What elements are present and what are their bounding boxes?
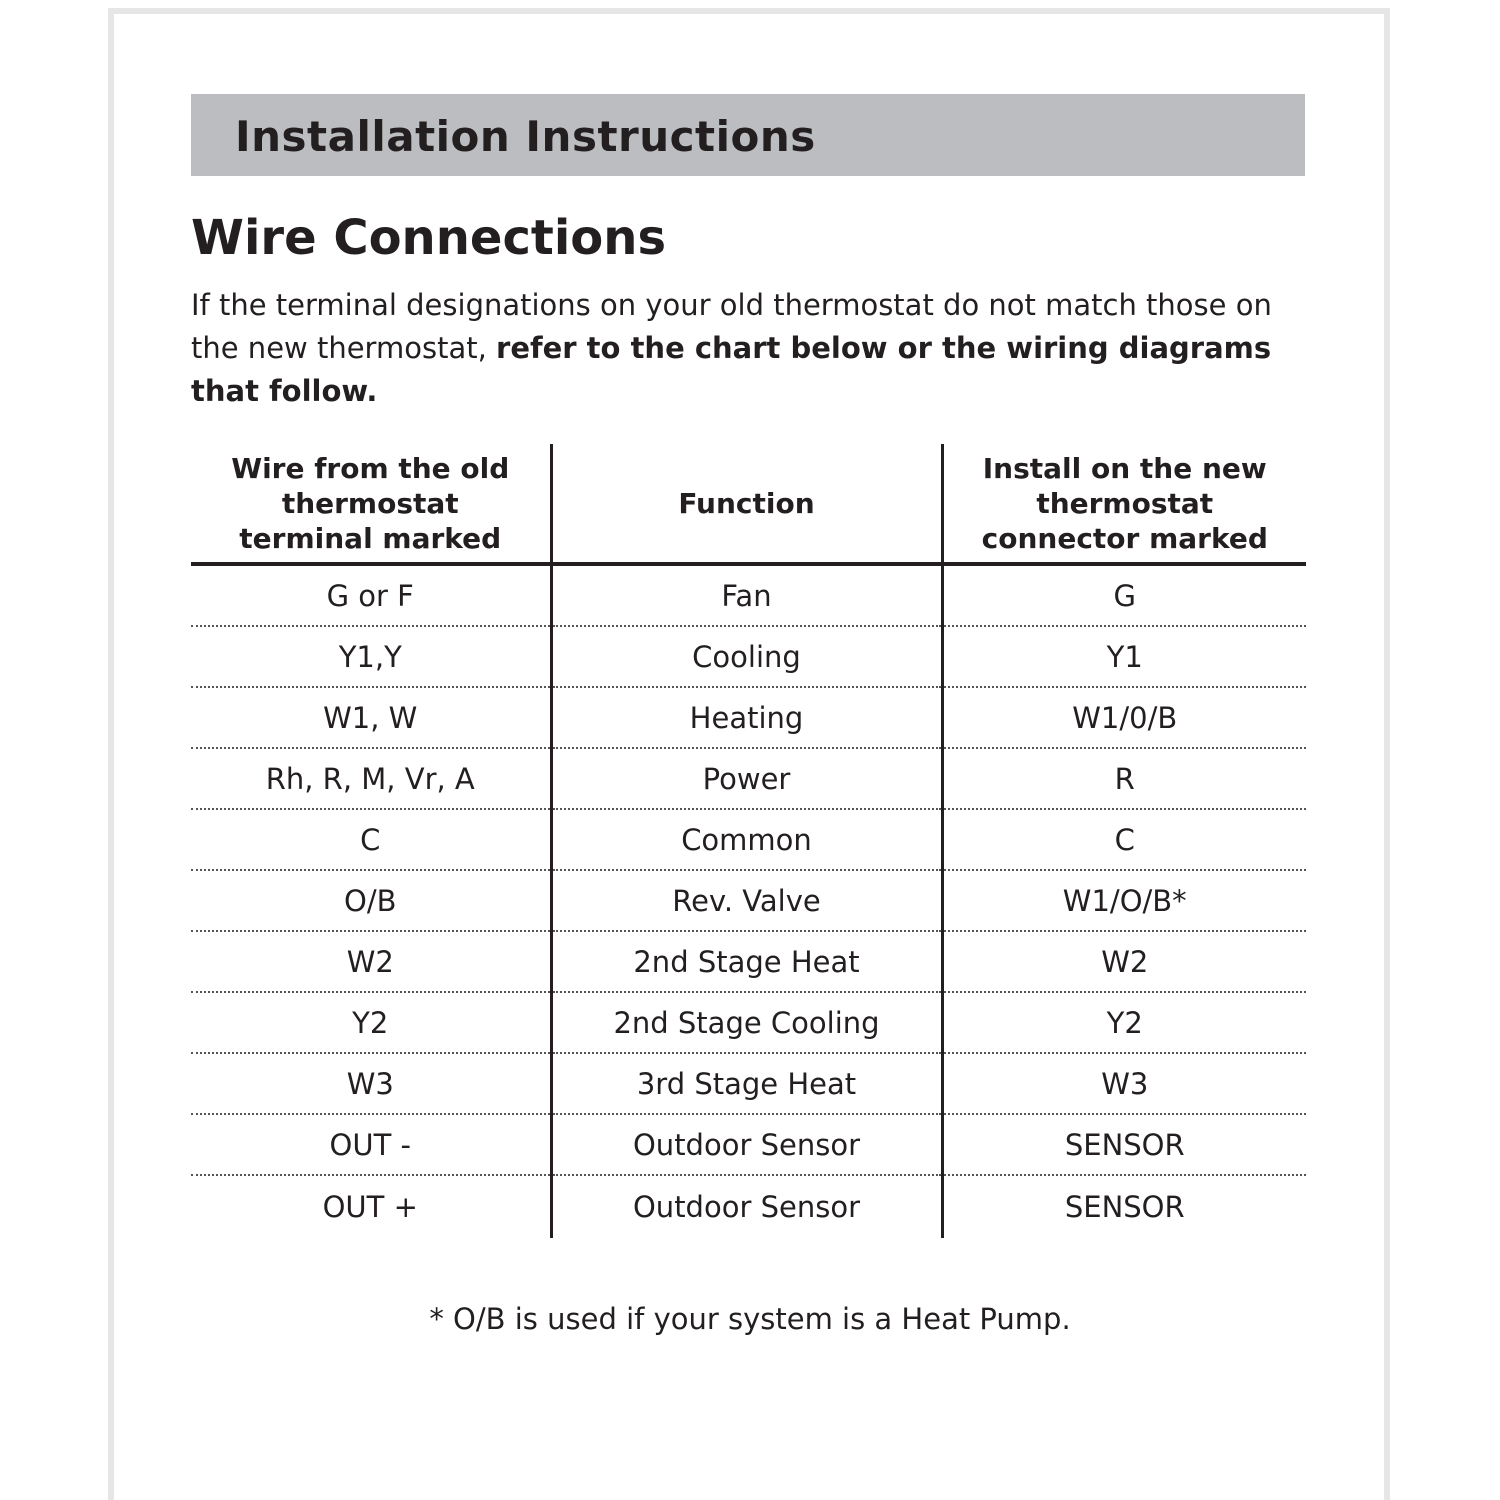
cell-old-terminal: W1, W — [191, 687, 551, 748]
table-header-row — [191, 444, 1306, 564]
cell-old-terminal: W3 — [191, 1053, 551, 1114]
footnote: * O/B is used if your system is a Heat Pump. — [429, 1302, 1071, 1336]
cell-new-connector: R — [942, 748, 1306, 809]
table-row — [191, 1175, 1306, 1238]
table-row — [191, 748, 1306, 809]
cell-old-terminal: OUT - — [191, 1114, 551, 1175]
cell-new-connector: W3 — [942, 1053, 1306, 1114]
cell-old-terminal: OUT + — [322, 1190, 418, 1224]
table-row — [191, 687, 1306, 748]
intro-bold-text: refer to the chart below or the wiring diagrams that follow. — [191, 331, 1272, 408]
cell-new-connector: W1/O/B* — [942, 870, 1306, 931]
cell-function: Heating — [551, 687, 942, 748]
intro-plain-text: If the terminal designations on your old thermostat do not match those on the new thermostat, — [191, 288, 1272, 365]
cell-function: Common — [551, 809, 942, 870]
cell-old-terminal: Y1,Y — [191, 626, 551, 687]
cell-function: 2nd Stage Heat — [551, 931, 942, 992]
table-row — [191, 992, 1306, 1053]
header-title: Installation Instructions — [235, 112, 816, 161]
header-new-connector: Install on the new thermostat connector marked — [942, 444, 1306, 564]
cell-new-connector: C — [942, 809, 1306, 870]
cell-function: Power — [551, 748, 942, 809]
cell-function: Outdoor Sensor — [551, 1114, 942, 1175]
intro-paragraph — [191, 284, 1291, 413]
cell-function: 3rd Stage Heat — [551, 1053, 942, 1114]
cell-function: Outdoor Sensor — [551, 1175, 942, 1238]
table-row — [191, 1053, 1306, 1114]
cell-new-connector: SENSOR — [942, 1114, 1306, 1175]
cell-old-terminal: C — [191, 809, 551, 870]
cell-old-terminal: G or F — [191, 564, 551, 626]
header-function: Function — [551, 444, 942, 564]
cell-new-connector: SENSOR — [1064, 1190, 1185, 1224]
cell-new-connector: W1/0/B — [942, 687, 1306, 748]
cell-old-terminal: W2 — [191, 931, 551, 992]
cell-function: 2nd Stage Cooling — [551, 992, 942, 1053]
table-row — [191, 931, 1306, 992]
cell-function: Rev. Valve — [551, 870, 942, 931]
cell-new-connector: W2 — [942, 931, 1306, 992]
header-old-terminal: Wire from the old thermostat terminal marked — [191, 444, 551, 564]
cell-new-connector: Y1 — [942, 626, 1306, 687]
cell-old-terminal: O/B — [191, 870, 551, 931]
wire-connections-table — [191, 444, 1306, 1238]
table-row — [191, 809, 1306, 870]
table-row — [191, 564, 1306, 626]
header-band — [191, 94, 1305, 176]
cell-new-connector: G — [942, 564, 1306, 626]
cell-function: Fan — [551, 564, 942, 626]
cell-new-connector: Y2 — [942, 992, 1306, 1053]
cell-old-terminal: Rh, R, M, Vr, A — [191, 748, 551, 809]
table-row — [191, 626, 1306, 687]
table-row — [191, 870, 1306, 931]
section-title: Wire Connections — [191, 210, 667, 266]
table-row — [191, 1114, 1306, 1175]
cell-old-terminal: Y2 — [191, 992, 551, 1053]
cell-function: Cooling — [551, 626, 942, 687]
